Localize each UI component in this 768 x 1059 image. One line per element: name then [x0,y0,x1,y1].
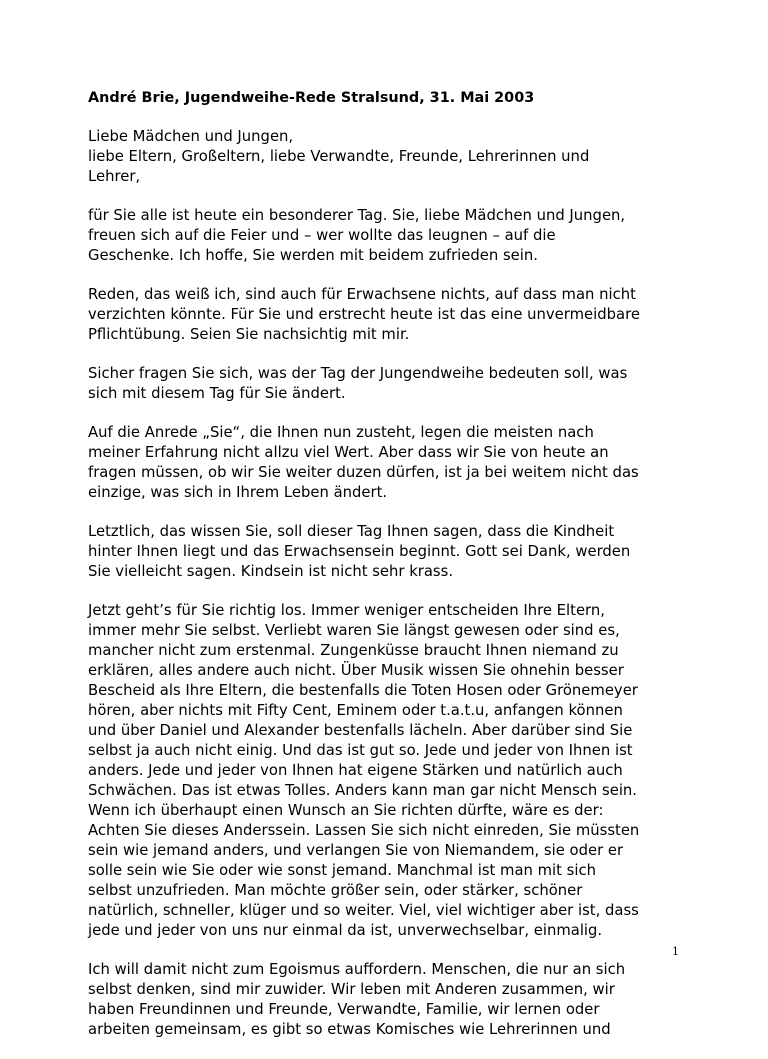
text-line: und über Daniel und Alexander bestenfalls lächeln. Aber darüber sind Sie [88,722,633,739]
text-line: mancher nicht zum erstenmal. Zungenküsse braucht Ihnen niemand zu [88,642,619,659]
text-line: Letztlich, das wissen Sie, soll dieser Tag Ihnen sagen, dass die Kindheit [88,523,615,540]
text-line: natürlich, schneller, klüger und so weiter. Viel, viel wichtiger aber ist, dass [88,902,639,919]
text-line: erklären, alles andere auch nicht. Über Musik wissen Sie ohnehin besser [88,662,624,679]
text-line: sich mit diesem Tag für Sie ändert. [88,385,346,402]
text-line: immer mehr Sie selbst. Verliebt waren Sie längst gewesen oder sind es, [88,622,620,639]
text-line: Achten Sie dieses Anderssein. Lassen Sie sich nicht einreden, Sie müssten [88,822,640,839]
document-page [88,88,688,1059]
paragraph [88,127,688,187]
paragraph [88,601,688,941]
text-line: arbeiten gemeinsam, es gibt so etwas Komisches wie Lehrerinnen und [88,1021,611,1038]
text-line: selbst ja auch nicht einig. Und das ist gut so. Jede und jeder von Ihnen ist [88,742,633,759]
text-line: hören, aber nichts mit Fifty Cent, Eminem oder t.a.t.u, anfangen können [88,702,623,719]
text-line: Bescheid als Ihre Eltern, die bestenfalls die Toten Hosen oder Grönemeyer [88,682,638,699]
paragraph [88,364,688,404]
paragraph [88,522,688,582]
text-line: selbst denken, sind mir zuwider. Wir leben mit Anderen zusammen, wir [88,981,615,998]
paragraph [88,423,688,503]
text-line: Schwächen. Das ist etwas Tolles. Anders kann man gar nicht Mensch sein. [88,782,638,799]
text-line: Sie vielleicht sagen. Kindsein ist nicht sehr krass. [88,563,454,580]
text-line: Auf die Anrede „Sie“, die Ihnen nun zusteht, legen die meisten nach [88,424,594,441]
document-title: André Brie, Jugendweihe-Rede Stralsund, 31. Mai 2003 [88,90,535,106]
text-line: verzichten könnte. Für Sie und erstrecht heute ist das eine unvermeidbare [88,306,640,323]
text-line: Sicher fragen Sie sich, was der Tag der Jungendweihe bedeuten soll, was [88,365,628,382]
text-line: für Sie alle ist heute ein besonderer Tag. Sie, liebe Mädchen und Jungen, [88,207,626,224]
paragraph [88,206,688,266]
text-line: Reden, das weiß ich, sind auch für Erwachsene nichts, auf dass man nicht [88,286,636,303]
text-line: Geschenke. Ich hoffe, Sie werden mit beidem zufrieden sein. [88,247,538,264]
text-line: fragen müssen, ob wir Sie weiter duzen dürfen, ist ja bei weitem nicht das [88,464,639,481]
text-line: haben Freundinnen und Freunde, Verwandte, Familie, wir lernen oder [88,1001,600,1018]
text-line: selbst unzufrieden. Man möchte größer sein, oder stärker, schöner [88,882,583,899]
text-line: Ich will damit nicht zum Egoismus auffordern. Menschen, die nur an sich [88,961,626,978]
text-line: meiner Erfahrung nicht allzu viel Wert. Aber dass wir Sie von heute an [88,444,609,461]
text-line: Jetzt geht’s für Sie richtig los. Immer weniger entscheiden Ihre Eltern, [88,602,605,619]
document-body [88,127,688,1040]
text-line: Liebe Mädchen und Jungen, [88,128,294,145]
text-line: Wenn ich überhaupt einen Wunsch an Sie richten dürfte, wäre es der: [88,802,604,819]
text-line: freuen sich auf die Feier und – wer wollte das leugnen – auf die [88,227,556,244]
paragraph [88,960,688,1040]
paragraph [88,285,688,345]
text-line: hinter Ihnen liegt und das Erwachsensein beginnt. Gott sei Dank, werden [88,543,631,560]
text-line: liebe Eltern, Großeltern, liebe Verwandte, Freunde, Lehrerinnen und [88,148,590,165]
text-line: solle sein wie Sie oder wie sonst jemand. Manchmal ist man mit sich [88,862,596,879]
text-line: einzige, was sich in Ihrem Leben ändert. [88,484,388,501]
text-line: sein wie jemand anders, und verlangen Sie von Niemandem, sie oder er [88,842,624,859]
text-line: Lehrer, [88,168,141,185]
text-line: Pflichtübung. Seien Sie nachsichtig mit mir. [88,326,410,343]
page-number: 1 [672,945,679,958]
text-line: jede und jeder von uns nur einmal da ist, unverwechselbar, einmalig. [88,922,603,939]
text-line: anders. Jede und jeder von Ihnen hat eigene Stärken und natürlich auch [88,762,623,779]
